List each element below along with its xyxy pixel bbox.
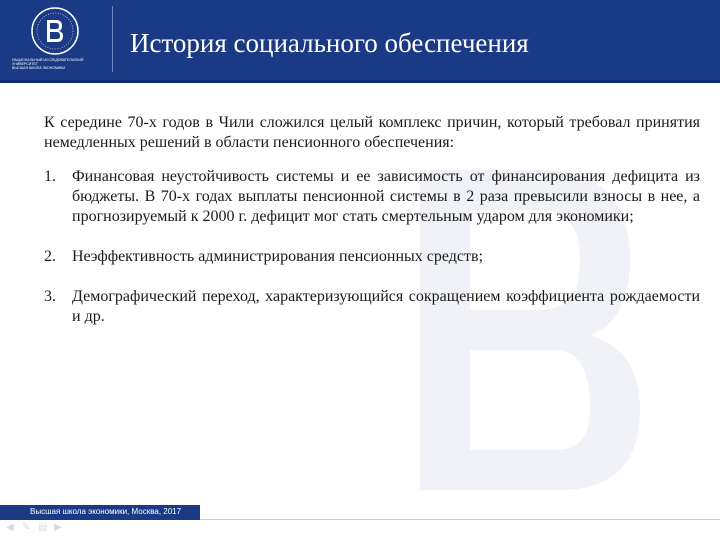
pen-icon[interactable]: ✎ bbox=[22, 522, 31, 533]
slide-body bbox=[44, 113, 700, 347]
next-icon[interactable]: ▶ bbox=[54, 522, 62, 533]
header-divider bbox=[112, 6, 113, 72]
header-underline bbox=[0, 80, 720, 83]
list-number: 3. bbox=[44, 288, 56, 305]
header-bar bbox=[0, 0, 720, 80]
hse-logo-icon bbox=[30, 6, 80, 56]
slide-nav bbox=[6, 523, 64, 533]
logo-caption: НАЦИОНАЛЬНЫЙ ИССЛЕДОВАТЕЛЬСКИЙ УНИВЕРСИТЕТ ВЫСШАЯ ШКОЛА ЭКОНОМИКИ bbox=[12, 58, 84, 70]
intro-paragraph: К середине 70-х годов в Чили сложился целый комплекс причин, который требовал принятия немедленных решений в области пенсионного обеспечения: bbox=[44, 114, 700, 151]
footer bbox=[0, 505, 720, 540]
footer-strip bbox=[0, 505, 200, 520]
list-item bbox=[44, 247, 700, 267]
list-number: 1. bbox=[44, 168, 56, 185]
prev-icon[interactable]: ◀ bbox=[6, 522, 14, 533]
list-item-text: Финансовая неустойчивость системы и ее зависимость от финансирования дефицита из бюджеты. В 70-х годах выплаты пенсионной системы в 2 раза превысили взносы в нее, а прогнозируемый к 2000 г. дефицит мог стать смертельным ударом для экономики; bbox=[72, 168, 700, 225]
list-number: 2. bbox=[44, 248, 56, 265]
footer-text: Высшая школа экономики, Москва, 2017 bbox=[30, 507, 182, 516]
list-item bbox=[44, 287, 700, 327]
logo bbox=[0, 0, 110, 80]
footer-divider bbox=[200, 519, 720, 520]
list-item-text: Неэффективность администрирования пенсионных средств; bbox=[72, 248, 484, 265]
list-item-text: Демографический переход, характеризующийся сокращением коэффициента рождаемости и др. bbox=[72, 288, 700, 325]
page-title: История социального обеспечения bbox=[130, 28, 529, 58]
menu-icon[interactable]: ▤ bbox=[38, 522, 48, 533]
list-item bbox=[44, 167, 700, 227]
